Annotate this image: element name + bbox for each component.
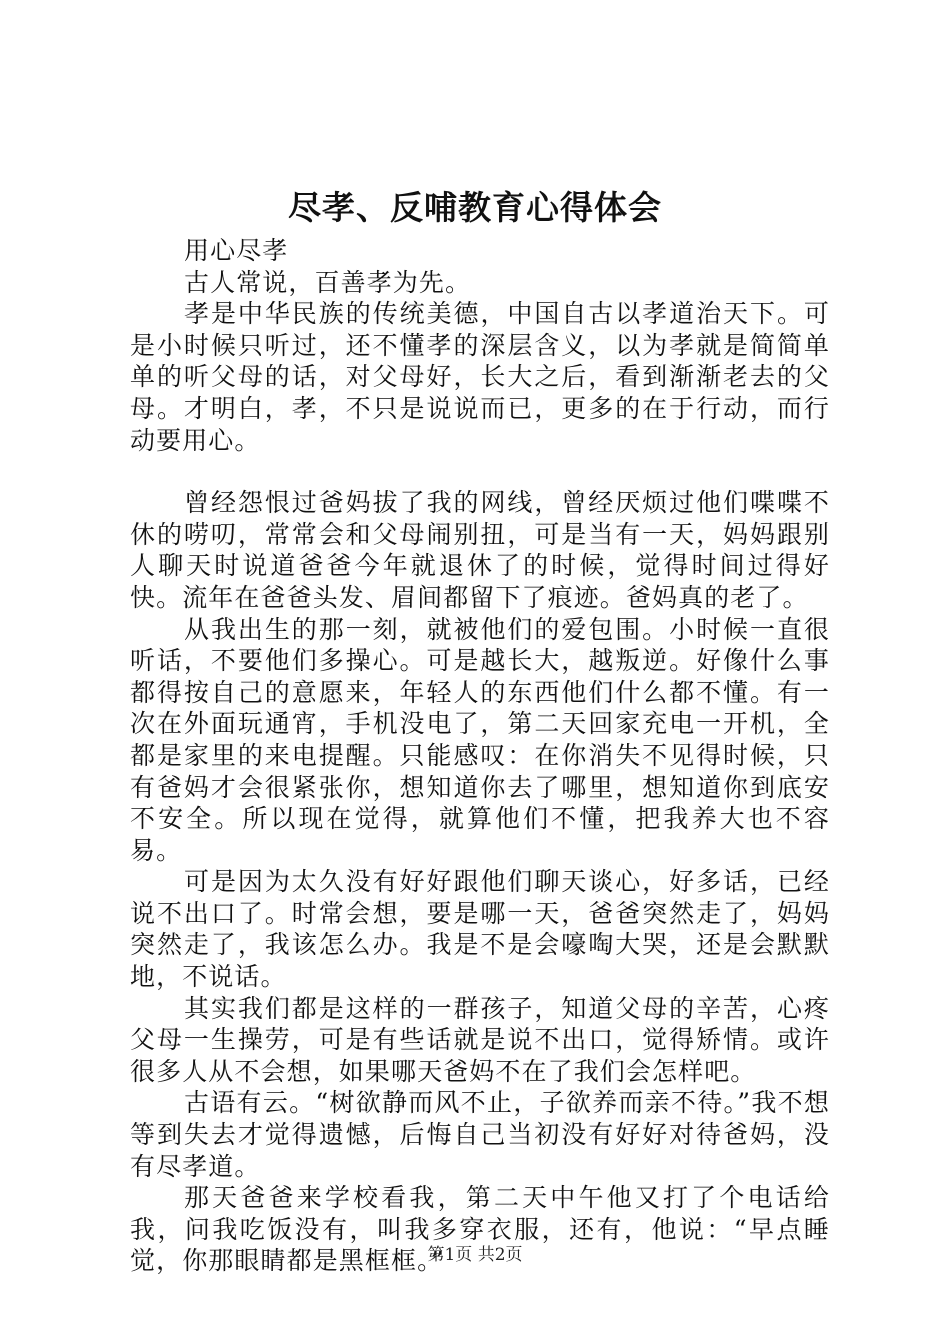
paragraph: 从我出生的那一刻，就被他们的爱包围。小时候一直很听话，不要他们多操心。可是越长大，越叛逆。好像什么事都得按自己的意愿来，年轻人的东西他们什么都不懂。有一次在外面玩通宵，手机没电了，第二天回家充电一开机，全都是家里的来电提醒。只能感叹：在你消失不见得时候，只有爸妈才会很紧张你，想知道你去了哪里，想知道你到底安不安全。所以现在觉得，就算他们不懂，把我养大也不容易。 xyxy=(130,614,830,865)
paragraph: 古语有云。“树欲静而风不止，子欲养而亲不待。”我不想等到失去才觉得遗憾，后悔自己当初没有好好对待爸妈，没有尽孝道。 xyxy=(130,1088,830,1181)
paragraph: 可是因为太久没有好好跟他们聊天谈心，好多话，已经说不出口了。时常会想，要是哪一天，爸爸突然走了，妈妈突然走了，我该怎么办。我是不是会嚎啕大哭，还是会默默地，不说话。 xyxy=(130,867,830,992)
paragraph: 其实我们都是这样的一群孩子，知道父母的辛苦，心疼父母一生操劳，可是有些话就是说不出口，觉得矫情。或许很多人从不会想，如果哪天爸妈不在了我们会怎样吧。 xyxy=(130,993,830,1086)
page-number-footer: 第1页 共2页 xyxy=(427,1245,523,1265)
paragraph: 那天爸爸来学校看我，第二天中午他又打了个电话给我，问我吃饭没有，叫我多穿衣服，还有，他说：“早点睡觉，你那眼睛都是黑框框。” xyxy=(130,1183,830,1276)
paragraph-subtitle: 用心尽孝 xyxy=(184,236,289,265)
paragraph: 古人常说，百善孝为先。 xyxy=(184,267,472,297)
paragraph: 曾经怨恨过爸妈拔了我的网线，曾经厌烦过他们喋喋不休的唠叨，常常会和父母闹别扭，可是当有一天，妈妈跟别人聊天时说道爸爸今年就退休了的时候，觉得时间过得好快。流年在爸爸头发、眉间都留下了痕迹。爸妈真的老了。 xyxy=(130,488,830,612)
document-body xyxy=(130,235,830,1277)
document-title: 尽孝、反哺教育心得体会 xyxy=(288,188,662,227)
paragraph: 孝是中华民族的传统美德，中国自古以孝道治天下。可是小时候只听过，还不懂孝的深层含义，以为孝就是简简单单的听父母的话，对父母好，长大之后，看到渐渐老去的父母。才明白，孝，不只是说说而已，更多的在于行动，而行动要用心。 xyxy=(130,299,830,455)
